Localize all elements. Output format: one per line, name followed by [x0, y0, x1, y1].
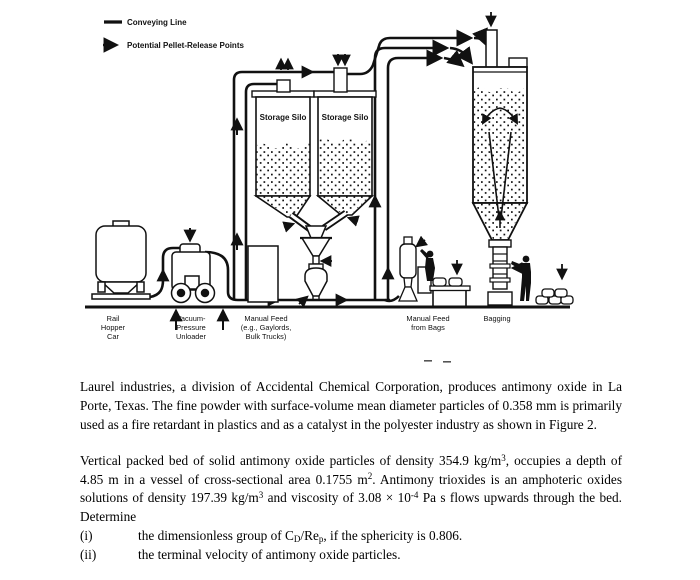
question-item-1 — [80, 527, 622, 546]
item1-t2: /Re — [300, 528, 319, 544]
bag — [542, 289, 554, 297]
worker-body — [425, 258, 435, 281]
silo-discharge-assembly — [284, 213, 358, 304]
vessel-top-ledge — [509, 58, 527, 67]
railcar-bracket-right — [137, 282, 144, 292]
p2-sup-3: 3 — [258, 490, 264, 501]
vessel-vent-pipe — [486, 30, 497, 68]
manual-feed-bags-label-1: Manual Feed — [406, 314, 450, 323]
silo1-label: Storage Silo — [259, 113, 307, 122]
bag-stack — [536, 289, 573, 304]
legend-line-label: Conveying Line — [127, 18, 187, 27]
bag — [555, 289, 567, 297]
item1-sub1: D — [293, 534, 301, 545]
bag — [449, 278, 462, 286]
pipe-vent-elbow — [474, 38, 485, 43]
hopper-neck — [313, 256, 319, 264]
unloader-label-3: Unloader — [176, 332, 206, 341]
pipe-vessel-entry-2 — [444, 58, 462, 65]
p2-text-4: and viscosity of 3.08 × 10 — [263, 490, 411, 506]
paragraph-2 — [80, 452, 622, 528]
unloader-label-1: Vacuum- — [176, 314, 206, 323]
p2-sup-2: 2 — [367, 471, 373, 482]
railcar-label-3: Car — [107, 332, 119, 341]
item1-text — [138, 527, 622, 546]
vacuum-pressure-unloader — [172, 228, 215, 303]
unloader-hub-right — [202, 290, 209, 297]
p2-text-2: , occupies a depth of 4.85 m in a vessel of cross-sectional area 0.1755 m — [80, 452, 622, 487]
bagdump-throat — [404, 278, 412, 287]
legend — [103, 18, 244, 50]
feeder-hopper — [305, 268, 327, 296]
railcar-base — [92, 294, 150, 299]
paragraph-1: Laurel industries, a division of Accidental Chemical Corporation, produces antimony oxide in La Porte, Texas. The fine powder with surface-volume mean diameter particles of 0.358 mm is primarily used as a fire retardant in plastics and as a catalyst in the polyester industry as shown in Figure 2. — [80, 379, 622, 432]
silo2-vent-stub — [334, 68, 347, 92]
item2-marker: (ii) — [80, 547, 97, 562]
silo2-label: Storage Silo — [321, 113, 369, 122]
collector — [306, 226, 326, 238]
release-arrow — [349, 218, 358, 221]
scan-artifacts — [424, 360, 451, 363]
bag — [433, 278, 446, 286]
legend-arrow-label: Potential Pellet-Release Points — [127, 41, 244, 50]
bagging-machine — [488, 292, 512, 305]
question-item-2 — [80, 546, 622, 565]
manual-feed-bags-label-2: from Bags — [411, 323, 445, 332]
vessel-flange — [489, 240, 511, 247]
unloader-label-2: Pressure — [176, 323, 206, 332]
bagdump-skirt — [399, 287, 417, 301]
bagging-label: Bagging — [483, 314, 511, 323]
item1-marker: (i) — [80, 528, 93, 544]
item1-t3: , if the sphericity is 0.806. — [323, 528, 463, 544]
railcar-label-2: Hopper — [100, 323, 126, 332]
platform-top — [430, 286, 470, 291]
worker-head — [523, 256, 530, 263]
bag-dump-station — [399, 237, 470, 306]
p2-text-5: Pa s flows upwards through the bed. Determine — [80, 490, 622, 525]
problem-text — [80, 378, 622, 565]
manual-feed-box — [248, 246, 278, 302]
chute-right-core — [324, 213, 346, 228]
release-arrow — [284, 224, 293, 227]
worker-figure-bagging — [511, 256, 531, 301]
silo1-inlet-stub — [277, 80, 290, 92]
blend-vessel — [473, 12, 527, 305]
weigh-hopper — [302, 238, 330, 256]
railcar-hopper — [102, 282, 140, 293]
p2-sup-1: 3 — [501, 452, 506, 463]
item1-t1: the dimensionless group of C — [138, 528, 294, 544]
artifact-dash — [443, 361, 451, 363]
manual-feed-bulk-label-2: (e.g., Gaylords, — [240, 323, 292, 332]
spout-collar — [490, 264, 510, 268]
pipe-vent-run — [347, 38, 470, 74]
silo1-particles — [256, 144, 310, 217]
bagdump-vessel — [400, 244, 416, 278]
rail-hopper-car — [92, 221, 150, 299]
artifact-dash — [424, 360, 432, 362]
railcar-body — [96, 226, 146, 282]
storage-silo-2 — [314, 54, 376, 215]
p2-sup-4: -4 — [410, 490, 419, 501]
p2-text-3: . Antimony trioxides is an amphoteric oxides solutions of density 197.39 kg/m — [80, 471, 622, 506]
manual-feed-bulk-label-1: Manual Feed — [244, 314, 288, 323]
p2-text-1: Vertical packed bed of solid antimony oxide particles of density 354.9 kg/m — [80, 452, 502, 468]
equipment-labels — [101, 314, 511, 341]
item2-text: the terminal velocity of antimony oxide particles. — [138, 547, 401, 562]
bagging-station — [511, 256, 573, 304]
release-arrow — [417, 240, 425, 246]
unloader-hub-left — [178, 290, 185, 297]
item1-sub2: p — [318, 534, 324, 545]
spout-collar — [490, 278, 510, 282]
railcar-label-1: Rail — [106, 314, 120, 323]
railcar-bracket-left — [98, 282, 105, 292]
manual-feed-bulk-label-3: Bulk Trucks) — [245, 332, 287, 341]
